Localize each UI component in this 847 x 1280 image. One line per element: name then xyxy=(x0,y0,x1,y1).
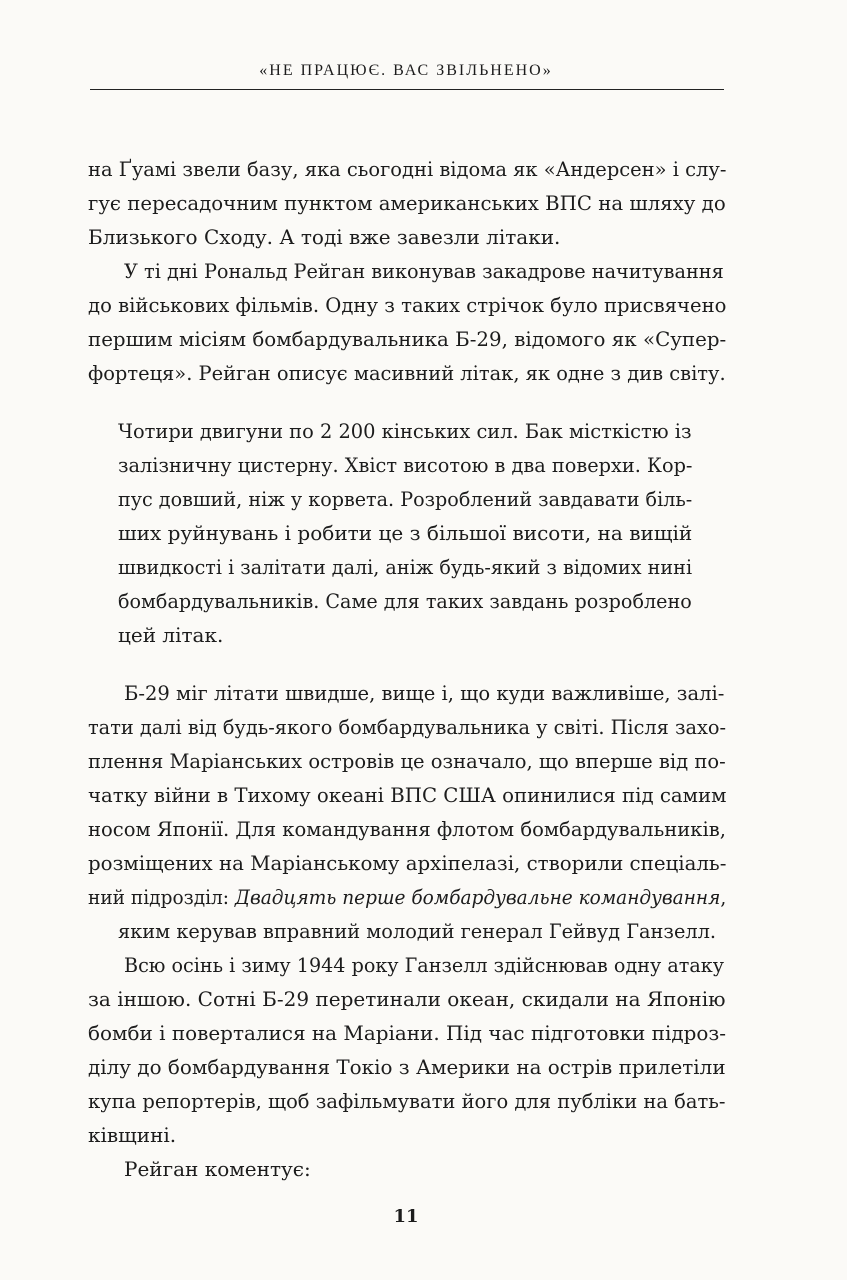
quote-line: швидкості і залітати далі, аніж будь-який з відомих нині xyxy=(118,555,693,579)
text-line: до військових фільмів. Одну з таких стрічок було присвячено xyxy=(88,293,727,317)
quote-line: залізничну цистерну. Хвіст висотою в два поверхи. Кор- xyxy=(118,453,693,477)
text-line: Близького Сходу. А тоді вже завезли літаки. xyxy=(88,225,561,249)
text-line: чатку війни в Тихому океані ВПС США опинилися під самим xyxy=(88,783,727,807)
text-line: ділу до бомбардування Токіо з Америки на острів прилетіли xyxy=(88,1055,726,1079)
text-line: купа репортерів, щоб зафільмувати його для публіки на бать- xyxy=(88,1089,726,1113)
text-line: на Ґуамі звели базу, яка сьогодні відома як «Андерсен» і слу- xyxy=(88,157,727,181)
text-line: тати далі від будь-якого бомбардувальника у світі. Після захо- xyxy=(88,715,727,739)
text-span: , xyxy=(720,885,727,909)
quote-line: ших руйнувань і робити це з більшої висоти, на вищій xyxy=(118,521,693,545)
text-line: гує пересадочним пунктом американських ВПС на шляху до xyxy=(88,191,726,215)
text-line: за іншою. Сотні Б-29 перетинали океан, скидали на Японію xyxy=(88,987,726,1011)
text-line: Всю осінь і зиму 1944 року Ганзелл здійснював одну атаку xyxy=(124,953,724,977)
quote-line: бомбардувальників. Саме для таких завдань розроблено xyxy=(118,589,692,613)
text-line: бомби і поверталися на Маріани. Під час підготовки підроз- xyxy=(88,1021,727,1045)
text-line: розміщених на Маріанському архіпелазі, створили спеціаль- xyxy=(88,851,727,875)
text-line: У ті дні Рональд Рейган виконував закадрове начитування xyxy=(124,259,724,283)
page-number: 11 xyxy=(393,1206,419,1227)
quote-line: Чотири двигуни по 2 200 кінських сил. Бак місткістю із xyxy=(118,419,692,443)
text-span: ний підрозділ: xyxy=(88,885,235,909)
text-line: носом Японії. Для командування флотом бомбардувальників, xyxy=(88,817,726,841)
text-line xyxy=(88,885,726,909)
quote-line: пус довший, ніж у корвета. Розроблений завдавати біль- xyxy=(118,487,693,511)
italic-unit-name: Двадцять перше бомбардувальне командування xyxy=(234,885,721,909)
text-line: фортеця». Рейган описує масивний літак, як одне з див світу. xyxy=(88,361,726,385)
text-line: Рейган коментує: xyxy=(124,1157,311,1181)
text-line: ківщині. xyxy=(88,1123,177,1147)
text-line: плення Маріанських островів це означало, що вперше від по- xyxy=(88,749,726,773)
text-line: яким керував вправний молодий генерал Гейвуд Ганзелл. xyxy=(118,919,717,943)
text-line: Б-29 міг літати швидше, вище і, що куди важливіше, залі- xyxy=(124,681,725,705)
quote-line: цей літак. xyxy=(118,623,224,647)
text-line: першим місіям бомбардувальника Б-29, відомого як «Супер- xyxy=(88,327,727,351)
running-header: «НЕ ПРАЦЮЄ. ВАС ЗВІЛЬНЕНО» xyxy=(259,62,553,79)
